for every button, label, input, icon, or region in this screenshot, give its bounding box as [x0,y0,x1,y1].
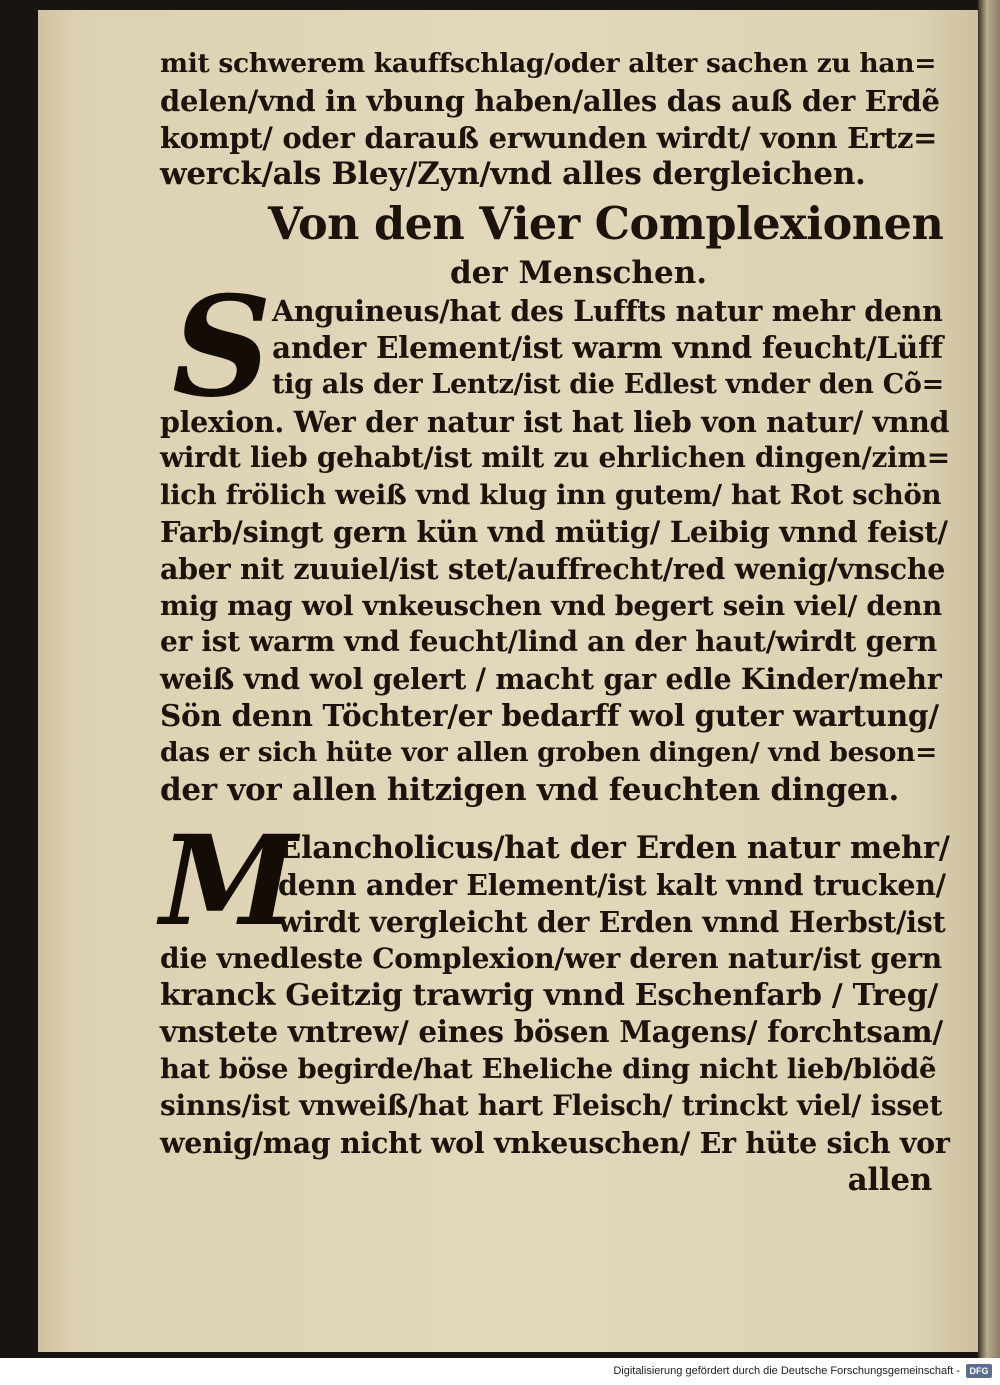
text-line: er ist warm vnd feucht/lind an der haut/wirdt gern [160,625,937,659]
text-line: lich frölich weiß vnd klug inn gutem/ hat Rot schön [160,479,942,512]
text-line: wirdt lieb gehabt/ist milt zu ehrlichen dingen/zim= [160,441,950,475]
text-line: kompt/ oder darauß erwunden wirdt/ vonn Ertz= [160,120,938,155]
text-line: hat böse begirde/hat Eheliche ding nicht lieb/blödẽ [160,1053,937,1086]
dfg-logo[interactable]: DFG [966,1364,992,1378]
text-line: weiß vnd wol gelert / macht gar edle Kinder/mehr [160,662,942,697]
text-line: vnstete vntrew/ eines bösen Magens/ forchtsam/ [160,1014,943,1050]
text-line: mig mag wol vnkeuschen vnd begert sein viel/ denn [160,589,942,622]
text-line: Anguineus/hat des Luffts natur mehr denn [272,294,943,329]
text-line: Farb/singt gern kün vnd mütig/ Leibig vnnd feist/ [160,514,948,549]
text-line: der vor allen hitzigen vnd feuchten dingen. [160,771,900,808]
book-edge [978,0,1000,1358]
text-line: die vnedleste Complexion/wer deren natur/ist gern [160,941,942,975]
text-line: aber nit zuuiel/ist stet/auffrecht/red wenig/vnsche [160,551,946,586]
text-line: sinns/ist vnweiß/hat hart Fleisch/ trinckt viel/ isset [160,1088,942,1122]
text-line: denn ander Element/ist kalt vnnd trucken/ [278,868,946,903]
text-line: Sön denn Töchter/er bedarff wol guter wartung/ [160,697,939,733]
section-heading: Von den Vier Complexionen [268,198,944,251]
text-line: allen [847,1161,932,1198]
paragraph-melancholicus [160,809,950,1198]
text-line: Elancholicus/hat der Erden natur mehr/ [278,830,950,867]
footer-bar [0,1358,1000,1385]
dropcap-m: M [160,809,298,955]
text-line: werck/als Bley/Zyn/vnd alles dergleichen. [160,156,866,193]
text-line: wirdt vergleicht der Erden vnnd Herbst/ist [278,904,946,939]
text-line: kranck Geitzig trawrig vnnd Eschenfarb / Treg/ [160,977,939,1013]
text-line: tig als der Lentz/ist die Edlest vnder den Cõ= [272,368,944,400]
text-line: delen/vnd in vbung haben/alles das auß der Erdẽ [160,83,940,118]
text-line: ander Element/ist warm vnnd feucht/Lüff [272,329,943,365]
footer-credit: Digitalisierung gefördert durch die Deutsche Forschungsgemeinschaft - [613,1365,960,1377]
text-line: wenig/mag nicht wol vnkeuschen/ Er hüte sich vor [160,1125,950,1160]
text-line: das er sich hüte vor allen groben dingen/ vnd beson= [160,736,938,768]
section-subheading: der Menschen. [450,255,708,292]
dropcap-s: S [172,265,272,429]
text-line: mit schwerem kauffschlag/oder alter sachen zu han= [160,48,937,79]
text-line: plexion. Wer der natur ist hat lieb von natur/ vnnd [160,404,950,439]
page-text [160,46,950,1198]
